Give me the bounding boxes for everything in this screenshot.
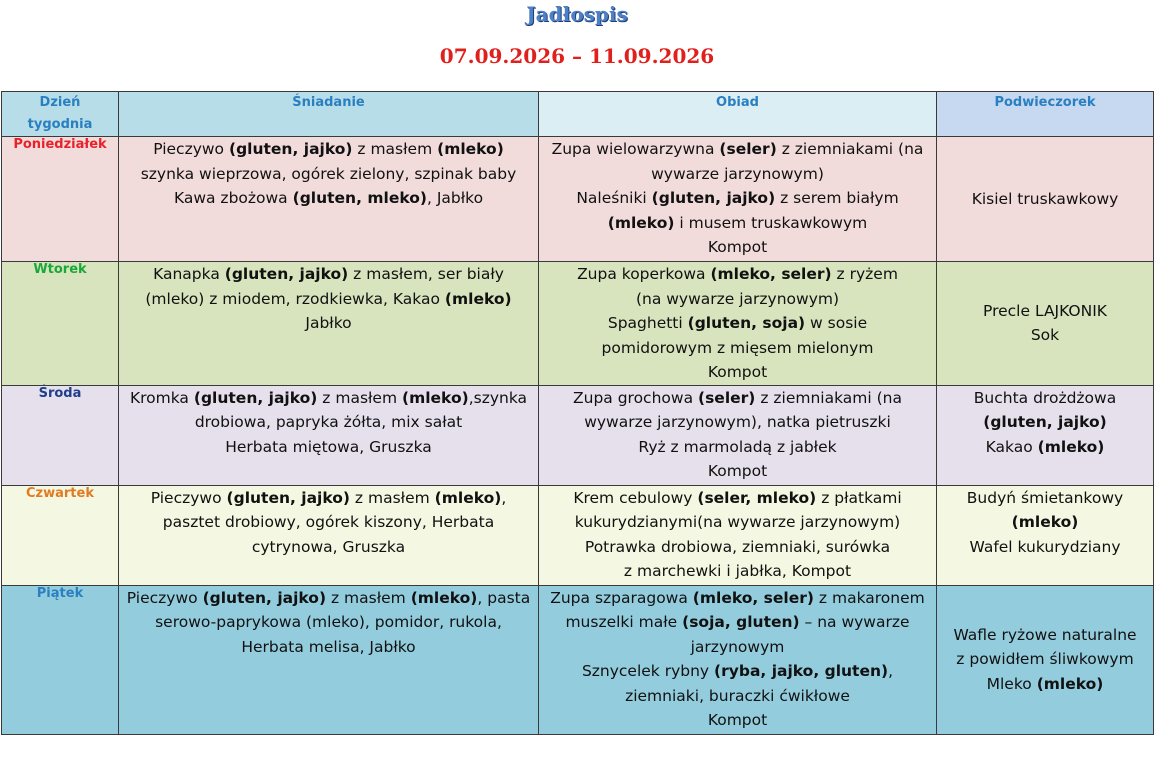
menu-line: [539, 287, 936, 312]
menu-line: [119, 635, 538, 660]
menu-text: Kakao: [985, 437, 1038, 456]
table-row: [2, 262, 1154, 386]
allergen-text: (gluten, jajko): [202, 588, 327, 607]
menu-text: ziemniaki, buraczki ćwikłowe: [625, 686, 850, 705]
menu-line: [539, 137, 936, 162]
menu-line: [937, 510, 1153, 535]
menu-line: [539, 386, 936, 411]
menu-text: z masłem: [317, 388, 402, 407]
allergen-text: (soja, gluten): [682, 613, 800, 631]
menu-text: z ziemniakami (na: [755, 388, 902, 407]
menu-text: Ryż z marmoladą z jabłek: [638, 437, 837, 456]
menu-line: [937, 486, 1153, 511]
menu-line: [539, 610, 936, 635]
allergen-text: (mleko): [1037, 437, 1105, 456]
menu-text: Krem cebulowy: [573, 488, 698, 507]
menu-line: [937, 299, 1153, 324]
menu-text: z makaronem: [813, 588, 925, 607]
menu-text: ,: [888, 662, 894, 680]
menu-line: [539, 684, 936, 709]
menu-line: [539, 708, 936, 733]
snack-cell: [937, 262, 1154, 386]
menu-line: [539, 410, 936, 435]
menu-line: [539, 635, 936, 660]
breakfast-cell: [119, 262, 539, 386]
table-row: [2, 385, 1154, 485]
menu-text: z powidłem śliwkowym: [956, 650, 1134, 669]
menu-line: [119, 610, 538, 635]
menu-text: Pieczywo: [126, 588, 203, 607]
menu-line: [539, 360, 936, 385]
allergen-text: (gluten, soja): [687, 314, 806, 332]
menu-line: [119, 287, 538, 312]
day-name: Czwartek: [2, 485, 119, 585]
menu-line: [539, 435, 936, 460]
menu-line: [937, 386, 1153, 411]
allergen-text: (gluten, jajko): [226, 488, 350, 507]
menu-text: Zupa koperkowa: [577, 265, 711, 283]
menu-line: [539, 211, 936, 236]
allergen-text: (mleko): [437, 140, 504, 158]
menu-line: [539, 535, 936, 560]
menu-text: pasztet drobiowy, ogórek kiszony, Herbata: [162, 513, 495, 531]
menu-text: z masłem, ser biały: [348, 265, 504, 283]
allergen-text: (gluten, jajko): [224, 265, 349, 283]
menu-text: drobiowa, papryka żółta, mix sałat: [194, 413, 463, 431]
menu-line: [119, 186, 538, 211]
menu-line: [119, 137, 538, 162]
menu-line: [119, 435, 538, 460]
allergen-text: (mleko): [410, 588, 478, 607]
menu-text: z serem białym: [775, 189, 899, 207]
menu-text: muszelki małe: [565, 613, 683, 631]
breakfast-cell: [119, 137, 539, 262]
allergen-text: (gluten, jajko): [228, 140, 353, 158]
menu-text: z masłem: [350, 488, 435, 507]
menu-text: kukurydzianymi(na wywarze jarzynowym): [574, 513, 901, 531]
lunch-cell: [539, 385, 937, 485]
menu-line: [119, 586, 538, 611]
menu-line: [119, 535, 538, 560]
menu-line: [937, 187, 1153, 212]
menu-text: Kompot: [707, 363, 768, 381]
menu-text: z marchewki i jabłka, Kompot: [623, 562, 852, 580]
menu-line: [937, 535, 1153, 560]
menu-text: z płatkami: [816, 488, 902, 507]
menu-line: [119, 386, 538, 411]
menu-text: Budyń śmietankowy: [966, 488, 1124, 507]
menu-text: Wafel kukurydziany: [969, 537, 1121, 556]
allergen-text: (mleko, seler): [692, 588, 814, 607]
menu-text: Kompot: [707, 238, 768, 256]
menu-text: , Jabłko: [426, 189, 484, 207]
page-title: Jadłospis: [526, 2, 628, 26]
menu-text: jarzynowym: [690, 637, 785, 656]
menu-line: [539, 459, 936, 484]
menu-line: [937, 672, 1153, 697]
header-row: [2, 92, 1154, 137]
menu-text: Herbata miętowa, Gruszka: [225, 437, 432, 456]
menu-text: Potrawka drobiowa, ziemniaki, surówka: [584, 537, 891, 556]
allergen-text: (gluten, jajko): [651, 189, 776, 207]
menu-text: Kromka: [129, 388, 194, 407]
column-header-snack: Podwieczorek: [937, 92, 1154, 137]
menu-text: cytrynowa, Gruszka: [251, 537, 406, 556]
menu-text: (na wywarze jarzynowym): [635, 289, 840, 308]
menu-line: [119, 510, 538, 535]
menu-text: wywarze jarzynowym), natka pietruszki: [584, 413, 891, 431]
menu-text: ,: [501, 488, 507, 507]
menu-line: [119, 311, 538, 336]
allergen-text: (ryba, jajko, gluten): [714, 662, 889, 680]
menu-line: [119, 410, 538, 435]
menu-line: [539, 311, 936, 336]
menu-text: z masłem: [352, 140, 438, 158]
breakfast-cell: [119, 385, 539, 485]
date-range: 07.09.2026 – 11.09.2026: [439, 44, 715, 68]
allergen-text: (seler, mleko): [697, 488, 817, 507]
menu-line: [539, 162, 936, 187]
allergen-text: (mleko, seler): [710, 265, 832, 283]
menu-text: , pasta: [477, 588, 531, 607]
column-header-lunch: Obiad: [539, 92, 937, 137]
menu-line: [937, 623, 1153, 648]
menu-text: Buchta drożdżowa: [973, 388, 1117, 407]
menu-text: (mleko) z miodem, rzodkiewka, Kakao: [145, 289, 445, 308]
menu-line: [119, 262, 538, 287]
menu-line: [539, 486, 936, 511]
allergen-text: (mleko): [434, 488, 502, 507]
menu-line: [539, 586, 936, 611]
allergen-text: (mleko): [607, 213, 675, 232]
breakfast-cell: [119, 585, 539, 734]
menu-text: pomidorowym z mięsem mielonym: [601, 338, 874, 357]
allergen-text: (gluten, jajko): [193, 388, 318, 407]
menu-text: Kisiel truskawkowy: [971, 189, 1119, 208]
menu-text: wywarze jarzynowym): [651, 164, 824, 183]
menu-text: z ziemniakami (na: [776, 140, 924, 158]
lunch-cell: [539, 585, 937, 734]
breakfast-cell: [119, 485, 539, 585]
snack-cell: [937, 137, 1154, 262]
menu-text: Jabłko: [305, 314, 352, 332]
menu-text: – na wywarze: [799, 613, 910, 631]
menu-text: Sok: [1030, 326, 1060, 345]
lunch-cell: [539, 485, 937, 585]
menu-text: Naleśniki: [576, 189, 652, 207]
menu-text: ,szynka: [468, 388, 528, 407]
menu-line: [539, 336, 936, 361]
menu-text: Kompot: [707, 711, 768, 729]
table-row: [2, 137, 1154, 262]
menu-text: z ryżem: [831, 265, 898, 283]
menu-text: Zupa szparagowa: [550, 588, 693, 607]
menu-line: [539, 262, 936, 287]
allergen-text: (seler): [698, 388, 756, 407]
menu-text: Kompot: [707, 462, 768, 480]
menu-text: szynka wieprzowa, ogórek zielony, szpinak baby: [140, 164, 517, 183]
menu-line: [539, 659, 936, 684]
menu-text: Spaghetti: [607, 314, 688, 332]
menu-text: Kawa zbożowa: [173, 189, 293, 207]
column-header-breakfast: Śniadanie: [119, 92, 539, 137]
menu-text: Pieczywo: [153, 140, 229, 158]
menu-text: serowo-paprykowa (mleko), pomidor, rukola,: [155, 613, 502, 631]
menu-text: Herbata melisa, Jabłko: [241, 637, 416, 656]
menu-line: [119, 486, 538, 511]
allergen-text: (mleko): [1011, 513, 1079, 531]
lunch-cell: [539, 137, 937, 262]
allergen-text: (gluten, mleko): [292, 189, 427, 207]
table-row: [2, 485, 1154, 585]
day-name: Wtorek: [2, 262, 119, 386]
menu-text: Precle LAJKONIK: [983, 301, 1107, 320]
allergen-text: (seler): [719, 140, 777, 158]
menu-line: [937, 410, 1153, 435]
menu-line: [937, 323, 1153, 348]
menu-text: Mleko: [986, 674, 1037, 693]
day-name: Piątek: [2, 585, 119, 734]
allergen-text: (mleko): [444, 289, 512, 308]
menu-text: Wafle ryżowe naturalne: [953, 625, 1137, 644]
snack-cell: [937, 485, 1154, 585]
menu-line: [937, 435, 1153, 460]
lunch-cell: [539, 262, 937, 386]
menu-text: Kanapka: [153, 265, 225, 283]
day-name: Poniedziałek: [2, 137, 119, 262]
menu-text: z masłem: [326, 588, 411, 607]
allergen-text: (gluten, jajko): [983, 413, 1107, 431]
allergen-text: (mleko): [1036, 674, 1104, 693]
snack-cell: [937, 385, 1154, 485]
menu-table: [1, 91, 1154, 735]
menu-text: w sosie: [805, 314, 868, 332]
menu-line: [937, 647, 1153, 672]
snack-cell: [937, 585, 1154, 734]
menu-text: i musem truskawkowym: [674, 213, 868, 232]
menu-line: [539, 235, 936, 260]
menu-line: [119, 162, 538, 187]
menu-text: Sznycelek rybny: [581, 662, 715, 680]
day-name: Środa: [2, 385, 119, 485]
table-row: [2, 585, 1154, 734]
column-header-day: Dzień tygodnia: [2, 92, 119, 137]
menu-line: [539, 510, 936, 535]
menu-text: Zupa wielowarzywna: [551, 140, 720, 158]
menu-text: Pieczywo: [150, 488, 227, 507]
allergen-text: (mleko): [402, 388, 469, 407]
menu-text: Zupa grochowa: [573, 388, 698, 407]
menu-line: [539, 186, 936, 211]
menu-line: [539, 559, 936, 584]
